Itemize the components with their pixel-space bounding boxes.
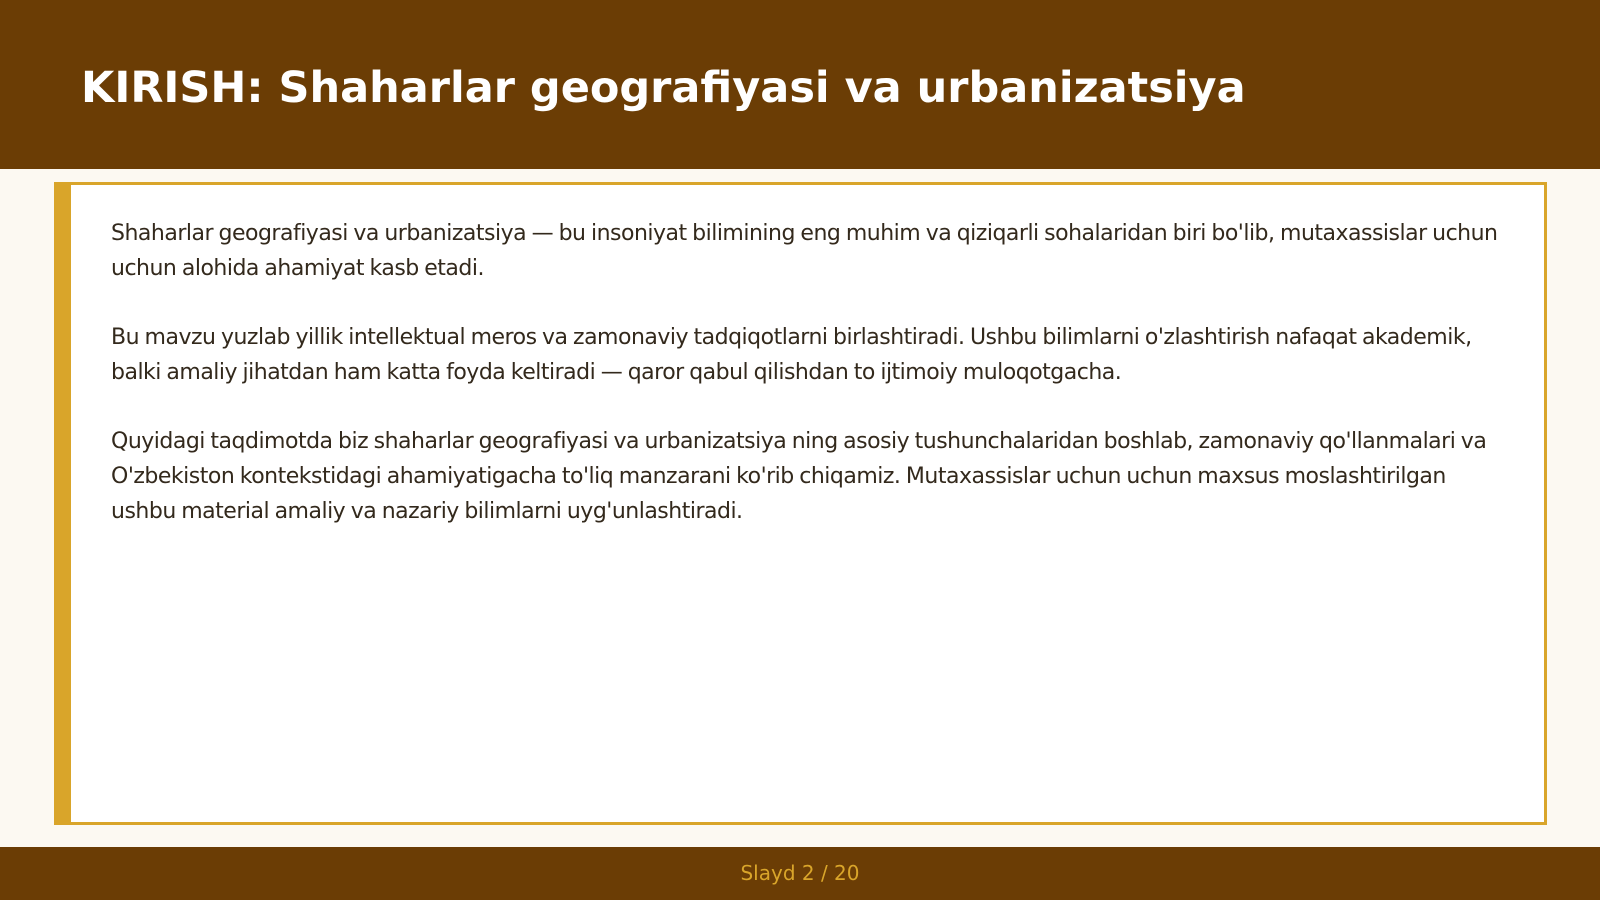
paragraph-heritage: Bu mavzu yuzlab yillik intellektual meros va zamonaviy tadqiqotlarni birlashtiradi. Ushbu bilimlarni o'zlashtirish nafaqat akademik, balki amaliy jihatdan ham katta foyda keltiradi — qaror qabul qilishdan to ijtimoiy muloqotgacha.	[111, 325, 1472, 385]
content-text	[111, 216, 1516, 563]
slide-title: KIRISH: Shaharlar geografiyasi va urbanizatsiya	[81, 63, 1246, 113]
content-box	[54, 182, 1547, 825]
slide-footer	[0, 847, 1600, 900]
slide-number: Slayd 2 / 20	[740, 861, 860, 885]
slide-header	[0, 0, 1600, 169]
paragraph-overview: Quyidagi taqdimotda biz shaharlar geografiyasi va urbanizatsiya ning asosiy tushunchalaridan boshlab, zamonaviy qo'llanmalari va O'zbekiston kontekstidagi ahamiyatigacha to'liq manzarani ko'rib chiqamiz. Mutaxassislar uchun uchun maxsus moslashtirilgan ushbu material amaliy va nazariy bilimlarni uyg'unlashtiradi.	[111, 429, 1487, 524]
paragraph-intro: Shaharlar geografiyasi va urbanizatsiya — bu insoniyat bilimining eng muhim va qiziqarli sohalaridan biri bo'lib, mutaxassislar uchun uchun alohida ahamiyat kasb etadi.	[111, 221, 1498, 281]
